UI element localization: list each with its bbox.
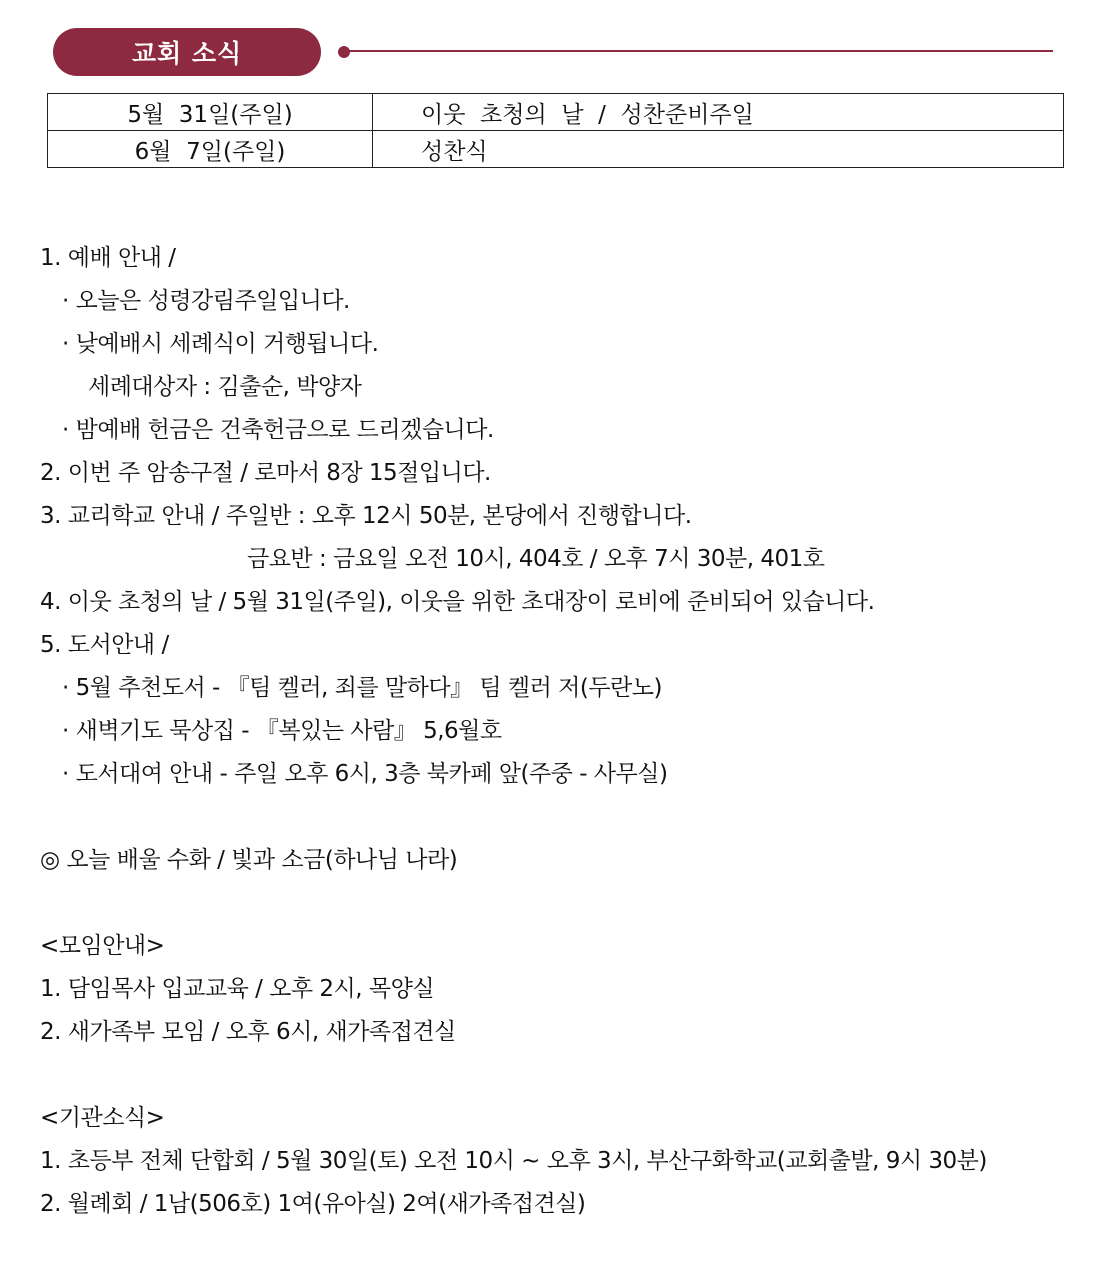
notice-catechism: 3. 교리학교 안내 / 주일반 : 오후 12시 50분, 본당에서 진행합니다.: [40, 503, 692, 529]
notice-worship-item: · 오늘은 성령강림주일입니다.: [62, 288, 350, 314]
org-item: 2. 월례회 / 1남(506호) 1여(유아실) 2여(새가족접견실): [40, 1191, 586, 1217]
notice-worship-item: · 낮예배시 세례식이 거행됩니다.: [62, 331, 379, 357]
header-dot: [338, 46, 350, 58]
meeting-item: 1. 담임목사 입교교육 / 오후 2시, 목양실: [40, 976, 435, 1002]
section-title: 교회 소식: [131, 39, 243, 68]
notice-worship-title: 1. 예배 안내 /: [40, 245, 176, 271]
table-row: [48, 131, 1064, 168]
notice-body: [40, 237, 1090, 1226]
schedule-event: 이웃 초청의 날 / 성찬준비주일: [373, 94, 1064, 131]
schedule-date: 5월 31일(주일): [48, 94, 373, 131]
section-title-badge: [53, 28, 321, 76]
schedule-date: 6월 7일(주일): [48, 131, 373, 168]
schedule-event: 성찬식: [373, 131, 1064, 168]
notice-catechism-friday: 금요반 : 금요일 오전 10시, 404호 / 오후 7시 30분, 401호: [247, 546, 825, 572]
notice-book-item: · 도서대여 안내 - 주일 오후 6시, 3층 북카페 앞(주중 - 사무실): [62, 761, 668, 787]
notice-memory-verse: 2. 이번 주 암송구절 / 로마서 8장 15절입니다.: [40, 460, 491, 486]
notice-book-item: · 5월 추천도서 - 『팀 켈러, 죄를 말하다』 팀 켈러 저(두란노): [62, 675, 662, 701]
org-item: 1. 초등부 전체 단합회 / 5월 30일(토) 오전 10시 ~ 오후 3시, 부산구화학교(교회출발, 9시 30분): [40, 1148, 987, 1174]
notice-book-item: · 새벽기도 묵상집 - 『복있는 사람』 5,6월호: [62, 718, 502, 744]
orgs-title: <기관소식>: [40, 1105, 165, 1131]
schedule-table: [47, 93, 1064, 168]
sign-language-notice: ◎ 오늘 배울 수화 / 빛과 소금(하나님 나라): [40, 847, 458, 873]
meetings-title: <모임안내>: [40, 933, 165, 959]
header-divider: [348, 50, 1053, 52]
notice-baptism-names: 세례대상자 : 김출순, 박양자: [88, 374, 362, 400]
notice-invitation-day: 4. 이웃 초청의 날 / 5월 31일(주일), 이웃을 위한 초대장이 로비에 준비되어 있습니다.: [40, 589, 875, 615]
notice-worship-item: · 밤예배 헌금은 건축헌금으로 드리겠습니다.: [62, 417, 494, 443]
meeting-item: 2. 새가족부 모임 / 오후 6시, 새가족접견실: [40, 1019, 456, 1045]
notice-books-title: 5. 도서안내 /: [40, 632, 169, 658]
table-row: [48, 94, 1064, 131]
